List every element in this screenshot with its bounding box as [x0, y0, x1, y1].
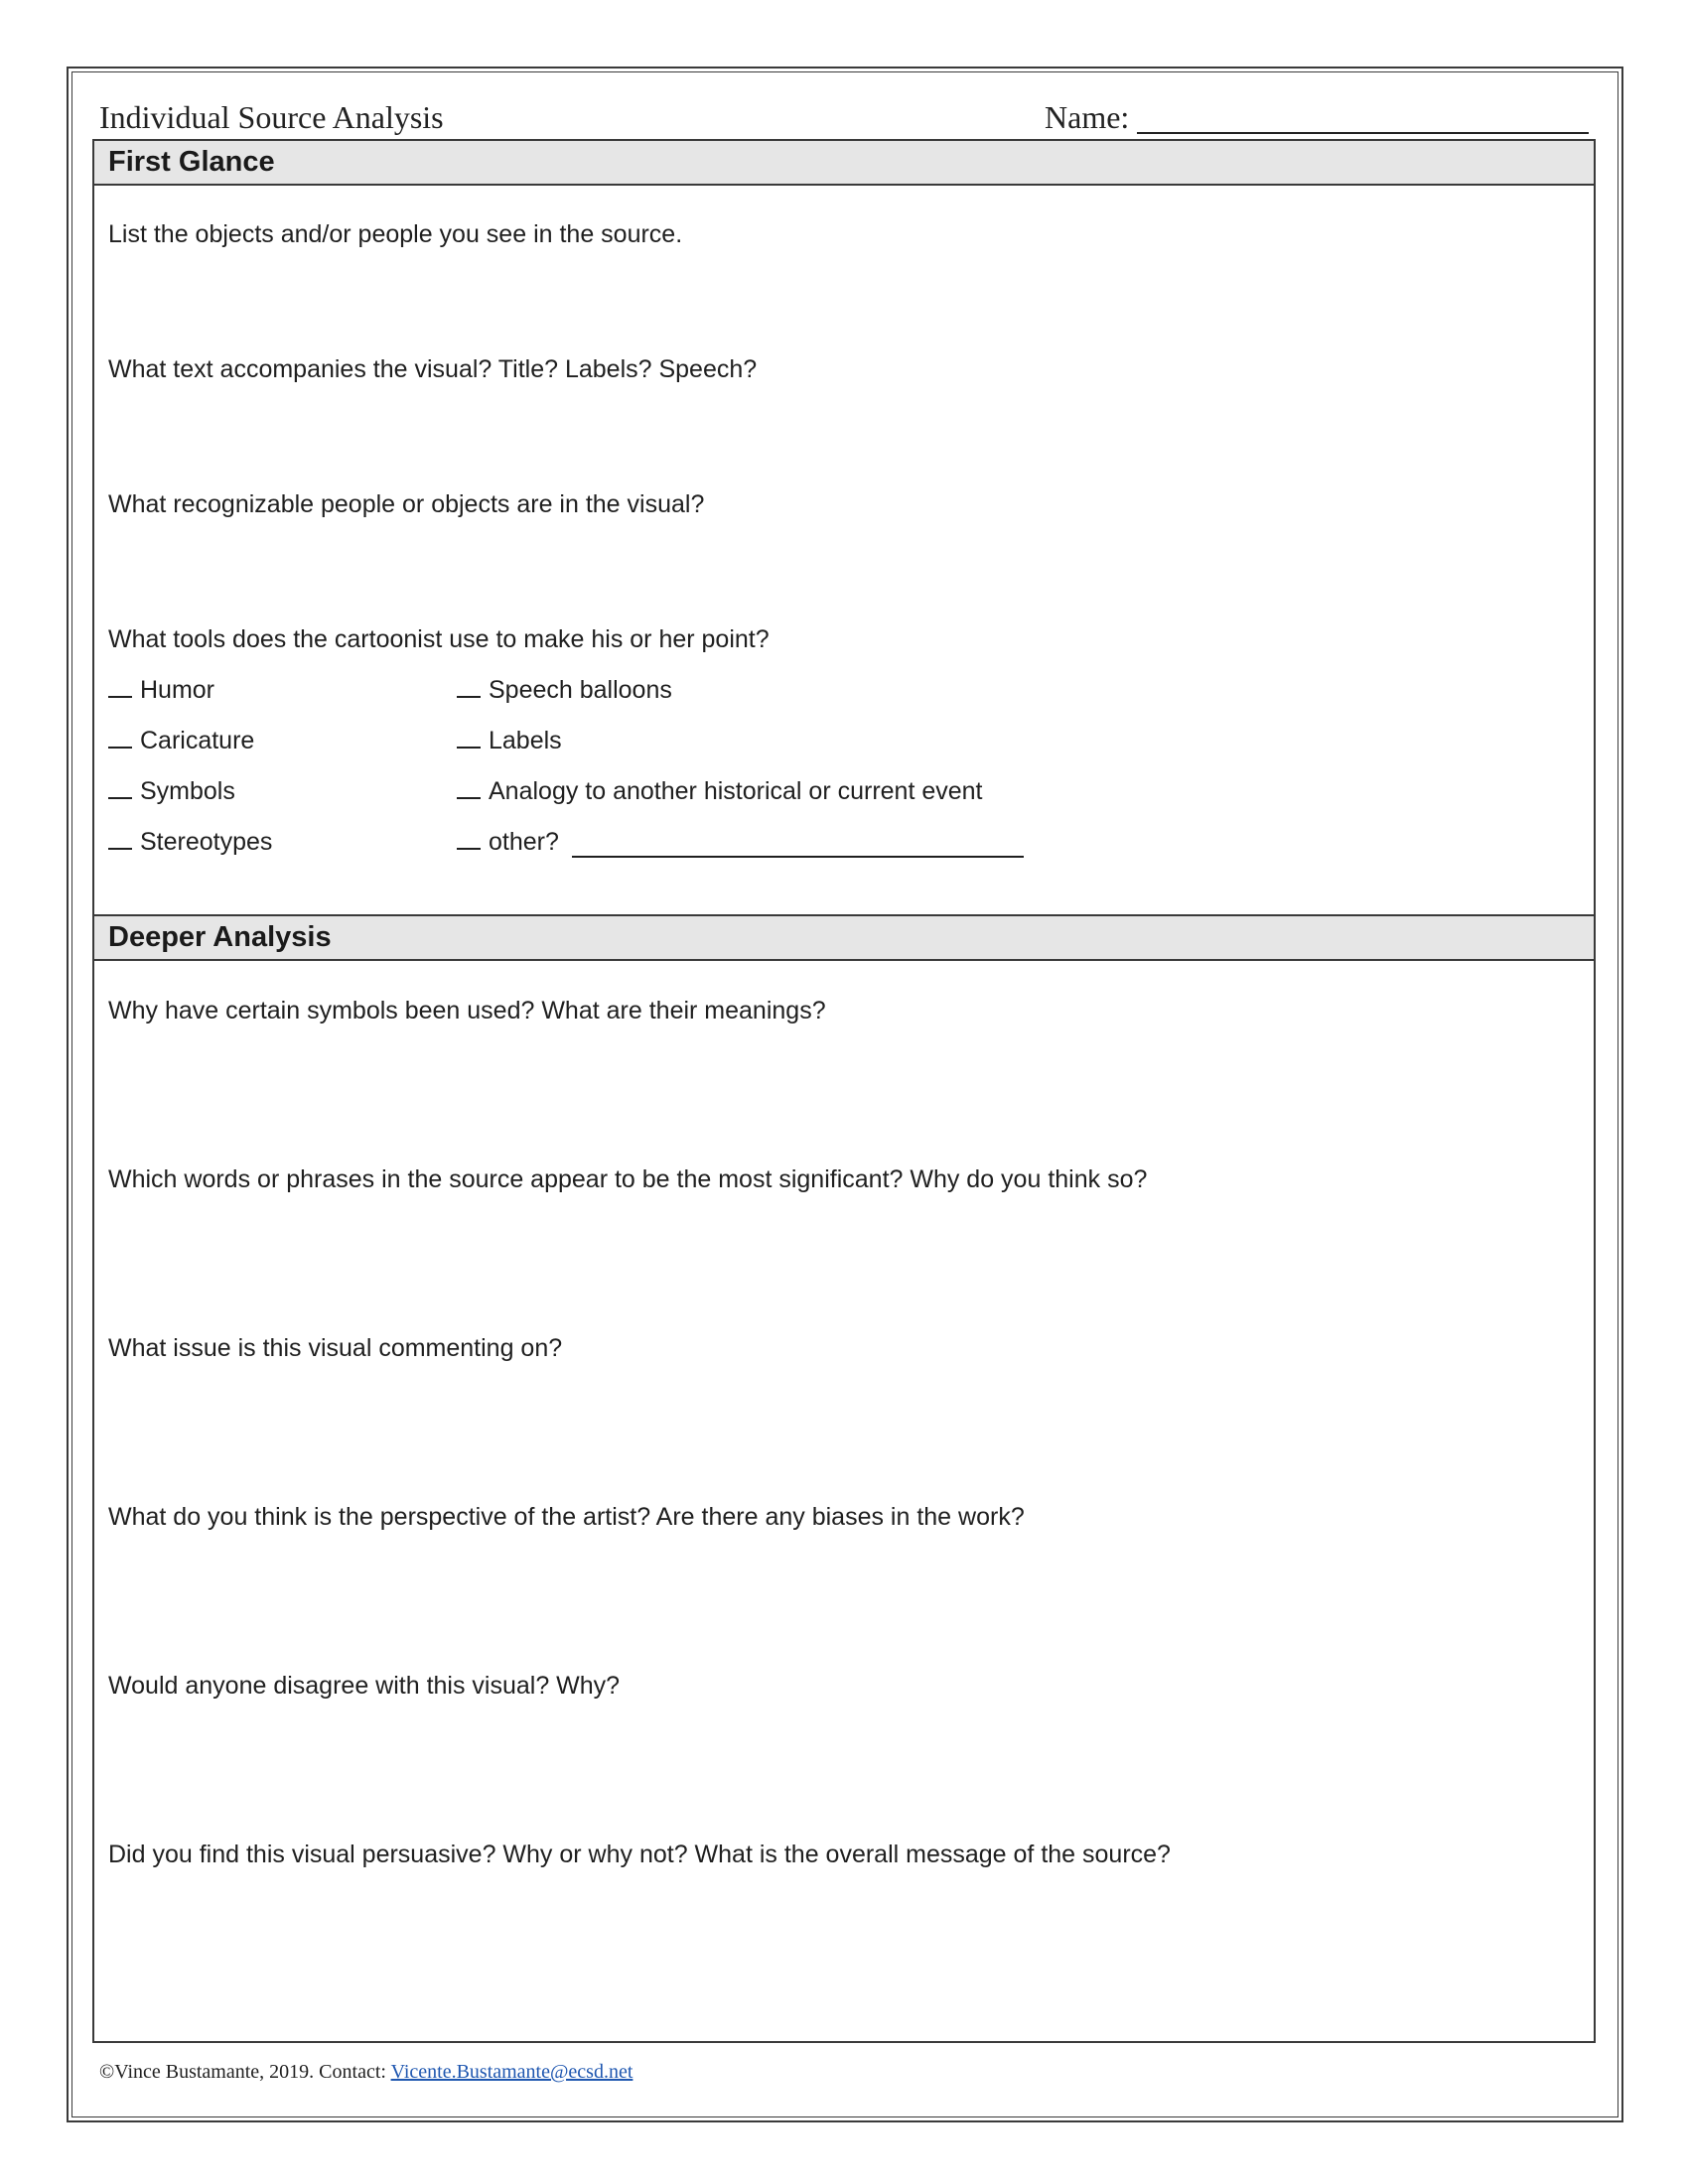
- deeper-analysis-heading: Deeper Analysis: [94, 916, 1594, 961]
- first-glance-heading: First Glance: [94, 141, 1594, 186]
- question-persuasive: Did you find this visual persuasive? Why or why not? What is the overall message of the source?: [108, 1841, 1171, 1868]
- checkbox-blank[interactable]: [108, 797, 132, 799]
- tool-label: Stereotypes: [140, 828, 273, 856]
- tool-option-speech-balloons[interactable]: [457, 676, 672, 705]
- question-issue-commented: What issue is this visual commenting on?: [108, 1334, 563, 1362]
- checkbox-blank[interactable]: [108, 696, 132, 698]
- tool-option-labels[interactable]: [457, 727, 562, 755]
- name-input-line[interactable]: [1137, 132, 1589, 134]
- question-symbols-meaning: Why have certain symbols been used? What are their meanings?: [108, 997, 826, 1024]
- tool-label: Labels: [489, 727, 562, 754]
- contact-email-link[interactable]: Vicente.Bustamante@ecsd.net: [390, 2061, 633, 2083]
- tool-option-stereotypes[interactable]: [108, 828, 272, 857]
- checkbox-blank[interactable]: [108, 848, 132, 850]
- question-disagreement: Would anyone disagree with this visual? Why?: [108, 1672, 621, 1700]
- question-significant-words: Which words or phrases in the source appear to be the most significant? Why do you think so?: [108, 1165, 1148, 1193]
- question-recognizable-people: What recognizable people or objects are in the visual?: [108, 490, 705, 518]
- checkbox-blank[interactable]: [457, 848, 481, 850]
- name-label: Name:: [1045, 99, 1130, 135]
- checkbox-blank[interactable]: [457, 797, 481, 799]
- footer-credit: [99, 2061, 633, 2084]
- question-accompanying-text: What text accompanies the visual? Title? Labels? Speech?: [108, 355, 758, 383]
- tool-label: Caricature: [140, 727, 255, 754]
- tool-label: other?: [489, 828, 559, 856]
- tool-label: Symbols: [140, 777, 235, 805]
- checkbox-blank[interactable]: [457, 696, 481, 698]
- checkbox-blank[interactable]: [457, 747, 481, 749]
- analysis-table: [92, 139, 1596, 2043]
- question-artist-perspective: What do you think is the perspective of the artist? Are there any biases in the work?: [108, 1503, 1025, 1531]
- tool-option-analogy[interactable]: [457, 777, 983, 806]
- other-tool-input-line[interactable]: [572, 856, 1024, 858]
- tool-label: Humor: [140, 676, 215, 704]
- question-cartoonist-tools: What tools does the cartoonist use to make his or her point?: [108, 625, 770, 653]
- tool-label: Analogy to another historical or current event: [489, 777, 983, 805]
- question-list-objects: List the objects and/or people you see in the source.: [108, 220, 683, 248]
- tool-option-humor[interactable]: [108, 676, 214, 705]
- checkbox-blank[interactable]: [108, 747, 132, 749]
- document-title: Individual Source Analysis: [99, 99, 444, 135]
- tool-option-symbols[interactable]: [108, 777, 235, 806]
- tool-option-other[interactable]: [457, 828, 559, 857]
- copyright-text: ©Vince Bustamante, 2019. Contact:: [99, 2061, 391, 2083]
- tool-label: Speech balloons: [489, 676, 672, 704]
- tool-option-caricature[interactable]: [108, 727, 254, 755]
